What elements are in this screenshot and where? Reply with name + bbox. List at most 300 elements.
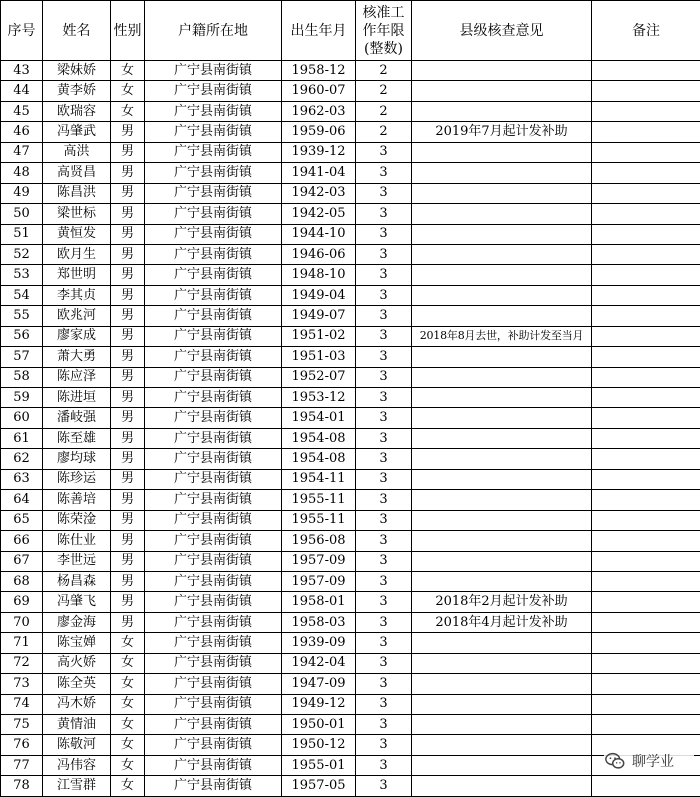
cell-opinion: [412, 551, 592, 571]
table-row: [1, 204, 700, 224]
cell-residence: 广宁县南街镇: [145, 694, 282, 714]
cell-residence: 广宁县南街镇: [145, 612, 282, 632]
cell-birth: 1947-09: [282, 674, 356, 694]
cell-seq: 52: [1, 244, 43, 264]
header-seq: 序号: [1, 1, 43, 61]
cell-opinion: [412, 735, 592, 755]
cell-residence: 广宁县南街镇: [145, 490, 282, 510]
cell-residence: 广宁县南街镇: [145, 715, 282, 735]
table-row: [1, 633, 700, 653]
cell-name: 陈宝婵: [43, 633, 111, 653]
cell-birth: 1942-04: [282, 653, 356, 673]
cell-name: 梁妹娇: [43, 61, 111, 81]
cell-opinion: [412, 776, 592, 796]
cell-years: 3: [356, 142, 412, 162]
cell-birth: 1954-01: [282, 408, 356, 428]
cell-birth: 1958-12: [282, 61, 356, 81]
cell-years: 3: [356, 592, 412, 612]
cell-birth: 1950-01: [282, 715, 356, 735]
cell-name: 廖金海: [43, 612, 111, 632]
cell-name: 冯肇飞: [43, 592, 111, 612]
cell-years: 3: [356, 674, 412, 694]
cell-birth: 1955-11: [282, 510, 356, 530]
cell-birth: 1958-01: [282, 592, 356, 612]
cell-birth: 1942-05: [282, 204, 356, 224]
cell-birth: 1954-08: [282, 449, 356, 469]
cell-seq: 60: [1, 408, 43, 428]
cell-opinion: [412, 674, 592, 694]
cell-opinion: [412, 61, 592, 81]
cell-remark: [592, 531, 700, 551]
cell-gender: 男: [111, 122, 145, 142]
cell-name: 陈全英: [43, 674, 111, 694]
cell-gender: 男: [111, 326, 145, 346]
cell-birth: 1959-06: [282, 122, 356, 142]
cell-opinion: [412, 101, 592, 121]
table-row: [1, 244, 700, 264]
cell-years: 3: [356, 531, 412, 551]
cell-name: 黄李娇: [43, 81, 111, 101]
cell-years: 2: [356, 122, 412, 142]
cell-seq: 65: [1, 510, 43, 530]
cell-remark: [592, 674, 700, 694]
table-row: [1, 571, 700, 591]
table-header-row: [1, 1, 700, 61]
cell-residence: 广宁县南街镇: [145, 428, 282, 448]
cell-seq: 57: [1, 347, 43, 367]
cell-residence: 广宁县南街镇: [145, 469, 282, 489]
cell-residence: 广宁县南街镇: [145, 326, 282, 346]
cell-remark: [592, 285, 700, 305]
cell-remark: [592, 490, 700, 510]
cell-seq: 61: [1, 428, 43, 448]
cell-years: 3: [356, 265, 412, 285]
cell-opinion: [412, 81, 592, 101]
cell-birth: 1953-12: [282, 388, 356, 408]
cell-opinion: [412, 715, 592, 735]
cell-opinion: 2018年8月去世，补助计发至当月: [412, 326, 592, 346]
cell-name: 欧兆河: [43, 306, 111, 326]
cell-name: 高贤昌: [43, 163, 111, 183]
cell-opinion: [412, 469, 592, 489]
table-row: [1, 306, 700, 326]
cell-residence: 广宁县南街镇: [145, 163, 282, 183]
cell-opinion: [412, 490, 592, 510]
cell-name: 萧大勇: [43, 347, 111, 367]
cell-opinion: [412, 408, 592, 428]
header-years: 核准工作年限(整数): [356, 1, 412, 61]
cell-gender: 男: [111, 347, 145, 367]
cell-birth: 1949-07: [282, 306, 356, 326]
cell-seq: 53: [1, 265, 43, 285]
cell-remark: [592, 306, 700, 326]
cell-residence: 广宁县南街镇: [145, 755, 282, 775]
cell-remark: [592, 347, 700, 367]
cell-remark: [592, 61, 700, 81]
table-row: [1, 715, 700, 735]
header-residence: 户籍所在地: [145, 1, 282, 61]
cell-name: 杨昌森: [43, 571, 111, 591]
cell-remark: [592, 551, 700, 571]
cell-name: 梁世标: [43, 204, 111, 224]
table-row: [1, 674, 700, 694]
cell-name: 李其贞: [43, 285, 111, 305]
cell-gender: 男: [111, 408, 145, 428]
cell-birth: 1957-09: [282, 551, 356, 571]
cell-opinion: 2018年2月起计发补助: [412, 592, 592, 612]
cell-opinion: 2019年7月起计发补助: [412, 122, 592, 142]
cell-gender: 女: [111, 776, 145, 796]
header-birth: 出生年月: [282, 1, 356, 61]
wechat-icon: [604, 750, 626, 772]
table-row: [1, 428, 700, 448]
cell-remark: [592, 388, 700, 408]
cell-opinion: [412, 204, 592, 224]
cell-seq: 43: [1, 61, 43, 81]
cell-years: 3: [356, 633, 412, 653]
cell-name: 陈珍运: [43, 469, 111, 489]
cell-gender: 女: [111, 694, 145, 714]
cell-seq: 73: [1, 674, 43, 694]
cell-remark: [592, 326, 700, 346]
cell-opinion: [412, 653, 592, 673]
cell-gender: 男: [111, 571, 145, 591]
cell-remark: [592, 101, 700, 121]
cell-seq: 44: [1, 81, 43, 101]
cell-opinion: [412, 755, 592, 775]
cell-gender: 男: [111, 204, 145, 224]
cell-name: 陈荣淦: [43, 510, 111, 530]
cell-years: 3: [356, 715, 412, 735]
table-row: [1, 61, 700, 81]
cell-remark: [592, 367, 700, 387]
table-row: [1, 367, 700, 387]
cell-opinion: [412, 306, 592, 326]
cell-years: 3: [356, 612, 412, 632]
cell-seq: 74: [1, 694, 43, 714]
table-row: [1, 592, 700, 612]
cell-opinion: [412, 142, 592, 162]
table-row: [1, 531, 700, 551]
cell-residence: 广宁县南街镇: [145, 633, 282, 653]
cell-birth: 1957-09: [282, 571, 356, 591]
cell-gender: 女: [111, 101, 145, 121]
cell-name: 陈至雄: [43, 428, 111, 448]
cell-residence: 广宁县南街镇: [145, 224, 282, 244]
cell-residence: 广宁县南街镇: [145, 347, 282, 367]
cell-years: 3: [356, 653, 412, 673]
cell-years: 2: [356, 61, 412, 81]
cell-gender: 男: [111, 388, 145, 408]
cell-name: 高洪: [43, 142, 111, 162]
cell-remark: [592, 653, 700, 673]
cell-years: 3: [356, 326, 412, 346]
table-body: [1, 61, 700, 797]
cell-years: 3: [356, 347, 412, 367]
cell-birth: 1954-08: [282, 428, 356, 448]
cell-opinion: [412, 285, 592, 305]
cell-gender: 男: [111, 142, 145, 162]
cell-name: 潘岐强: [43, 408, 111, 428]
cell-years: 3: [356, 755, 412, 775]
cell-name: 李世远: [43, 551, 111, 571]
cell-seq: 62: [1, 449, 43, 469]
cell-residence: 广宁县南街镇: [145, 101, 282, 121]
cell-seq: 78: [1, 776, 43, 796]
cell-opinion: [412, 265, 592, 285]
cell-name: 冯肇武: [43, 122, 111, 142]
cell-seq: 51: [1, 224, 43, 244]
cell-name: 黄恒发: [43, 224, 111, 244]
cell-birth: 1944-10: [282, 224, 356, 244]
cell-remark: [592, 571, 700, 591]
cell-seq: 59: [1, 388, 43, 408]
cell-birth: 1962-03: [282, 101, 356, 121]
cell-seq: 66: [1, 531, 43, 551]
cell-seq: 67: [1, 551, 43, 571]
cell-residence: 广宁县南街镇: [145, 306, 282, 326]
cell-remark: [592, 776, 700, 796]
cell-years: 3: [356, 469, 412, 489]
table-row: [1, 347, 700, 367]
watermark: [604, 748, 694, 774]
cell-seq: 45: [1, 101, 43, 121]
cell-gender: 男: [111, 265, 145, 285]
cell-birth: 1949-04: [282, 285, 356, 305]
cell-birth: 1952-07: [282, 367, 356, 387]
table-row: [1, 776, 700, 796]
cell-birth: 1941-04: [282, 163, 356, 183]
table-row: [1, 122, 700, 142]
cell-residence: 广宁县南街镇: [145, 571, 282, 591]
table-row: [1, 388, 700, 408]
table-row: [1, 449, 700, 469]
cell-birth: 1955-11: [282, 490, 356, 510]
cell-gender: 男: [111, 592, 145, 612]
cell-name: 冯伟容: [43, 755, 111, 775]
cell-gender: 男: [111, 306, 145, 326]
cell-seq: 63: [1, 469, 43, 489]
cell-seq: 46: [1, 122, 43, 142]
table-row: [1, 285, 700, 305]
cell-birth: 1939-09: [282, 633, 356, 653]
cell-remark: [592, 163, 700, 183]
cell-gender: 男: [111, 183, 145, 203]
table-row: [1, 469, 700, 489]
cell-birth: 1942-03: [282, 183, 356, 203]
cell-seq: 56: [1, 326, 43, 346]
table-row: [1, 612, 700, 632]
cell-residence: 广宁县南街镇: [145, 244, 282, 264]
cell-gender: 男: [111, 224, 145, 244]
cell-birth: 1958-03: [282, 612, 356, 632]
cell-birth: 1951-02: [282, 326, 356, 346]
cell-years: 2: [356, 81, 412, 101]
cell-remark: [592, 469, 700, 489]
cell-residence: 广宁县南街镇: [145, 735, 282, 755]
cell-gender: 女: [111, 61, 145, 81]
cell-residence: 广宁县南街镇: [145, 367, 282, 387]
cell-gender: 女: [111, 674, 145, 694]
cell-birth: 1954-11: [282, 469, 356, 489]
cell-residence: 广宁县南街镇: [145, 204, 282, 224]
cell-name: 冯木娇: [43, 694, 111, 714]
cell-name: 廖家成: [43, 326, 111, 346]
cell-years: 3: [356, 244, 412, 264]
cell-gender: 男: [111, 490, 145, 510]
table-row: [1, 142, 700, 162]
cell-seq: 70: [1, 612, 43, 632]
cell-birth: 1957-05: [282, 776, 356, 796]
cell-years: 3: [356, 571, 412, 591]
cell-gender: 男: [111, 449, 145, 469]
table-row: [1, 163, 700, 183]
table-row: [1, 653, 700, 673]
cell-years: 3: [356, 367, 412, 387]
cell-residence: 广宁县南街镇: [145, 551, 282, 571]
cell-opinion: [412, 388, 592, 408]
cell-remark: [592, 633, 700, 653]
cell-name: 黄情油: [43, 715, 111, 735]
cell-name: 高火娇: [43, 653, 111, 673]
cell-years: 3: [356, 428, 412, 448]
cell-remark: [592, 715, 700, 735]
cell-seq: 71: [1, 633, 43, 653]
cell-years: 3: [356, 510, 412, 530]
cell-remark: [592, 265, 700, 285]
cell-gender: 女: [111, 653, 145, 673]
cell-remark: [592, 612, 700, 632]
cell-remark: [592, 244, 700, 264]
cell-remark: [592, 142, 700, 162]
table-row: [1, 755, 700, 775]
table-row: [1, 265, 700, 285]
cell-opinion: [412, 571, 592, 591]
cell-years: 3: [356, 204, 412, 224]
cell-years: 3: [356, 408, 412, 428]
cell-gender: 男: [111, 163, 145, 183]
cell-remark: [592, 183, 700, 203]
table-row: [1, 551, 700, 571]
cell-years: 3: [356, 224, 412, 244]
cell-remark: [592, 122, 700, 142]
cell-name: 陈昌洪: [43, 183, 111, 203]
cell-seq: 48: [1, 163, 43, 183]
cell-seq: 49: [1, 183, 43, 203]
cell-birth: 1955-01: [282, 755, 356, 775]
cell-birth: 1946-06: [282, 244, 356, 264]
cell-seq: 76: [1, 735, 43, 755]
table-row: [1, 224, 700, 244]
table-row: [1, 694, 700, 714]
cell-name: 陈仕业: [43, 531, 111, 551]
table-row: [1, 735, 700, 755]
cell-opinion: [412, 183, 592, 203]
cell-birth: 1948-10: [282, 265, 356, 285]
cell-residence: 广宁县南街镇: [145, 122, 282, 142]
cell-gender: 男: [111, 612, 145, 632]
cell-gender: 男: [111, 551, 145, 571]
cell-gender: 女: [111, 81, 145, 101]
table-row: [1, 101, 700, 121]
cell-remark: [592, 510, 700, 530]
table-row: [1, 510, 700, 530]
cell-years: 3: [356, 388, 412, 408]
table-row: [1, 408, 700, 428]
cell-seq: 58: [1, 367, 43, 387]
cell-seq: 55: [1, 306, 43, 326]
cell-name: 江雪群: [43, 776, 111, 796]
cell-opinion: [412, 633, 592, 653]
cell-gender: 女: [111, 735, 145, 755]
cell-opinion: [412, 367, 592, 387]
cell-opinion: [412, 694, 592, 714]
cell-seq: 54: [1, 285, 43, 305]
cell-residence: 广宁县南街镇: [145, 653, 282, 673]
cell-gender: 男: [111, 244, 145, 264]
cell-residence: 广宁县南街镇: [145, 408, 282, 428]
cell-birth: 1949-12: [282, 694, 356, 714]
cell-residence: 广宁县南街镇: [145, 81, 282, 101]
cell-name: 欧瑞容: [43, 101, 111, 121]
header-remark: 备注: [592, 1, 700, 61]
cell-opinion: [412, 224, 592, 244]
cell-name: 郑世明: [43, 265, 111, 285]
cell-remark: [592, 592, 700, 612]
cell-name: 陈应泽: [43, 367, 111, 387]
cell-residence: 广宁县南街镇: [145, 449, 282, 469]
cell-remark: [592, 224, 700, 244]
cell-residence: 广宁县南街镇: [145, 285, 282, 305]
cell-birth: 1960-07: [282, 81, 356, 101]
cell-years: 2: [356, 101, 412, 121]
cell-birth: 1939-12: [282, 142, 356, 162]
cell-residence: 广宁县南街镇: [145, 388, 282, 408]
cell-years: 3: [356, 776, 412, 796]
cell-gender: 女: [111, 633, 145, 653]
table-row: [1, 326, 700, 346]
cell-residence: 广宁县南街镇: [145, 61, 282, 81]
cell-years: 3: [356, 735, 412, 755]
cell-name: 廖均球: [43, 449, 111, 469]
cell-years: 3: [356, 163, 412, 183]
cell-residence: 广宁县南街镇: [145, 142, 282, 162]
cell-years: 3: [356, 449, 412, 469]
cell-gender: 男: [111, 285, 145, 305]
cell-opinion: 2018年4月起计发补助: [412, 612, 592, 632]
cell-gender: 男: [111, 531, 145, 551]
cell-birth: 1951-03: [282, 347, 356, 367]
cell-residence: 广宁县南街镇: [145, 592, 282, 612]
cell-name: 欧月生: [43, 244, 111, 264]
cell-years: 3: [356, 285, 412, 305]
cell-residence: 广宁县南街镇: [145, 265, 282, 285]
cell-seq: 77: [1, 755, 43, 775]
cell-years: 3: [356, 694, 412, 714]
cell-opinion: [412, 449, 592, 469]
cell-remark: [592, 449, 700, 469]
cell-seq: 75: [1, 715, 43, 735]
cell-seq: 72: [1, 653, 43, 673]
header-opinion: 县级核查意见: [412, 1, 592, 61]
table-row: [1, 81, 700, 101]
cell-remark: [592, 694, 700, 714]
cell-birth: 1956-08: [282, 531, 356, 551]
cell-opinion: [412, 428, 592, 448]
cell-residence: 广宁县南街镇: [145, 531, 282, 551]
cell-gender: 男: [111, 428, 145, 448]
cell-opinion: [412, 347, 592, 367]
